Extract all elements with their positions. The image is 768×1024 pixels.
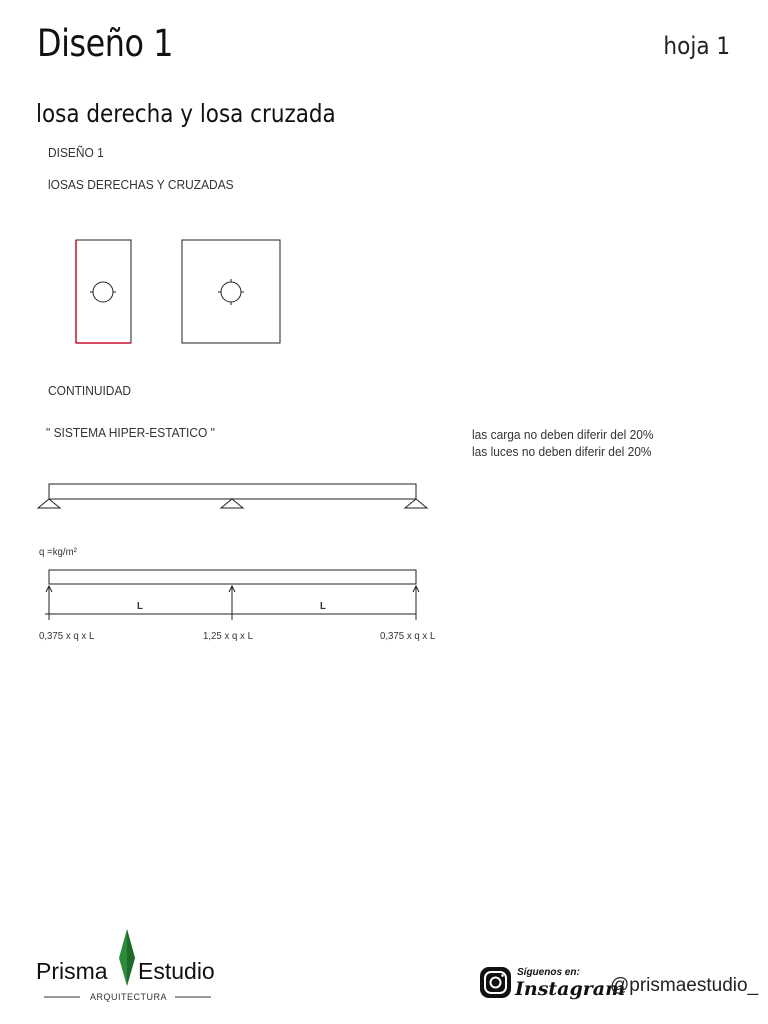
page-title: Diseño 1 [37,22,174,65]
instagram-icon [480,967,511,998]
note-continuity: CONTINUIDAD [48,383,132,398]
page-subtitle: losa derecha y losa cruzada [36,99,336,128]
load-diagram [45,570,419,620]
note-slabs: lOSAS DERECHAS Y CRUZADAS [48,177,234,192]
continuous-beam [38,484,427,508]
reaction-middle: 1,25 x q x L [203,630,253,642]
sheet-number: hoja 1 [663,32,730,60]
load-label: q =kg/m² [39,546,77,558]
logo-subtitle: ARQUITECTURA [90,992,168,1002]
instagram-handle[interactable]: @prismaestudio_ [610,975,759,996]
reaction-right: 0,375 x q x L [380,630,436,642]
logo-text-left: Prisma [36,958,108,984]
support-left [38,499,60,508]
instagram-wordmark: Instagram [515,978,626,1000]
logo-text-right: Estudio [138,958,215,984]
follow-label: Síguenos en: [517,967,580,978]
note-design: DISEÑO 1 [48,145,104,160]
span-label-2: L [320,600,326,612]
reaction-left: 0,375 x q x L [39,630,95,642]
two-way-slab [182,240,280,343]
one-way-slab [76,240,131,343]
prisma-gem-icon [119,929,135,986]
support-middle [221,499,243,508]
note-system: " SISTEMA HIPER-ESTATICO " [46,425,215,440]
rule-loads: las carga no deben diferir del 20% [472,427,654,442]
rule-spans: las luces no deben diferir del 20% [472,444,652,459]
span-label-1: L [137,600,143,612]
support-right [405,499,427,508]
